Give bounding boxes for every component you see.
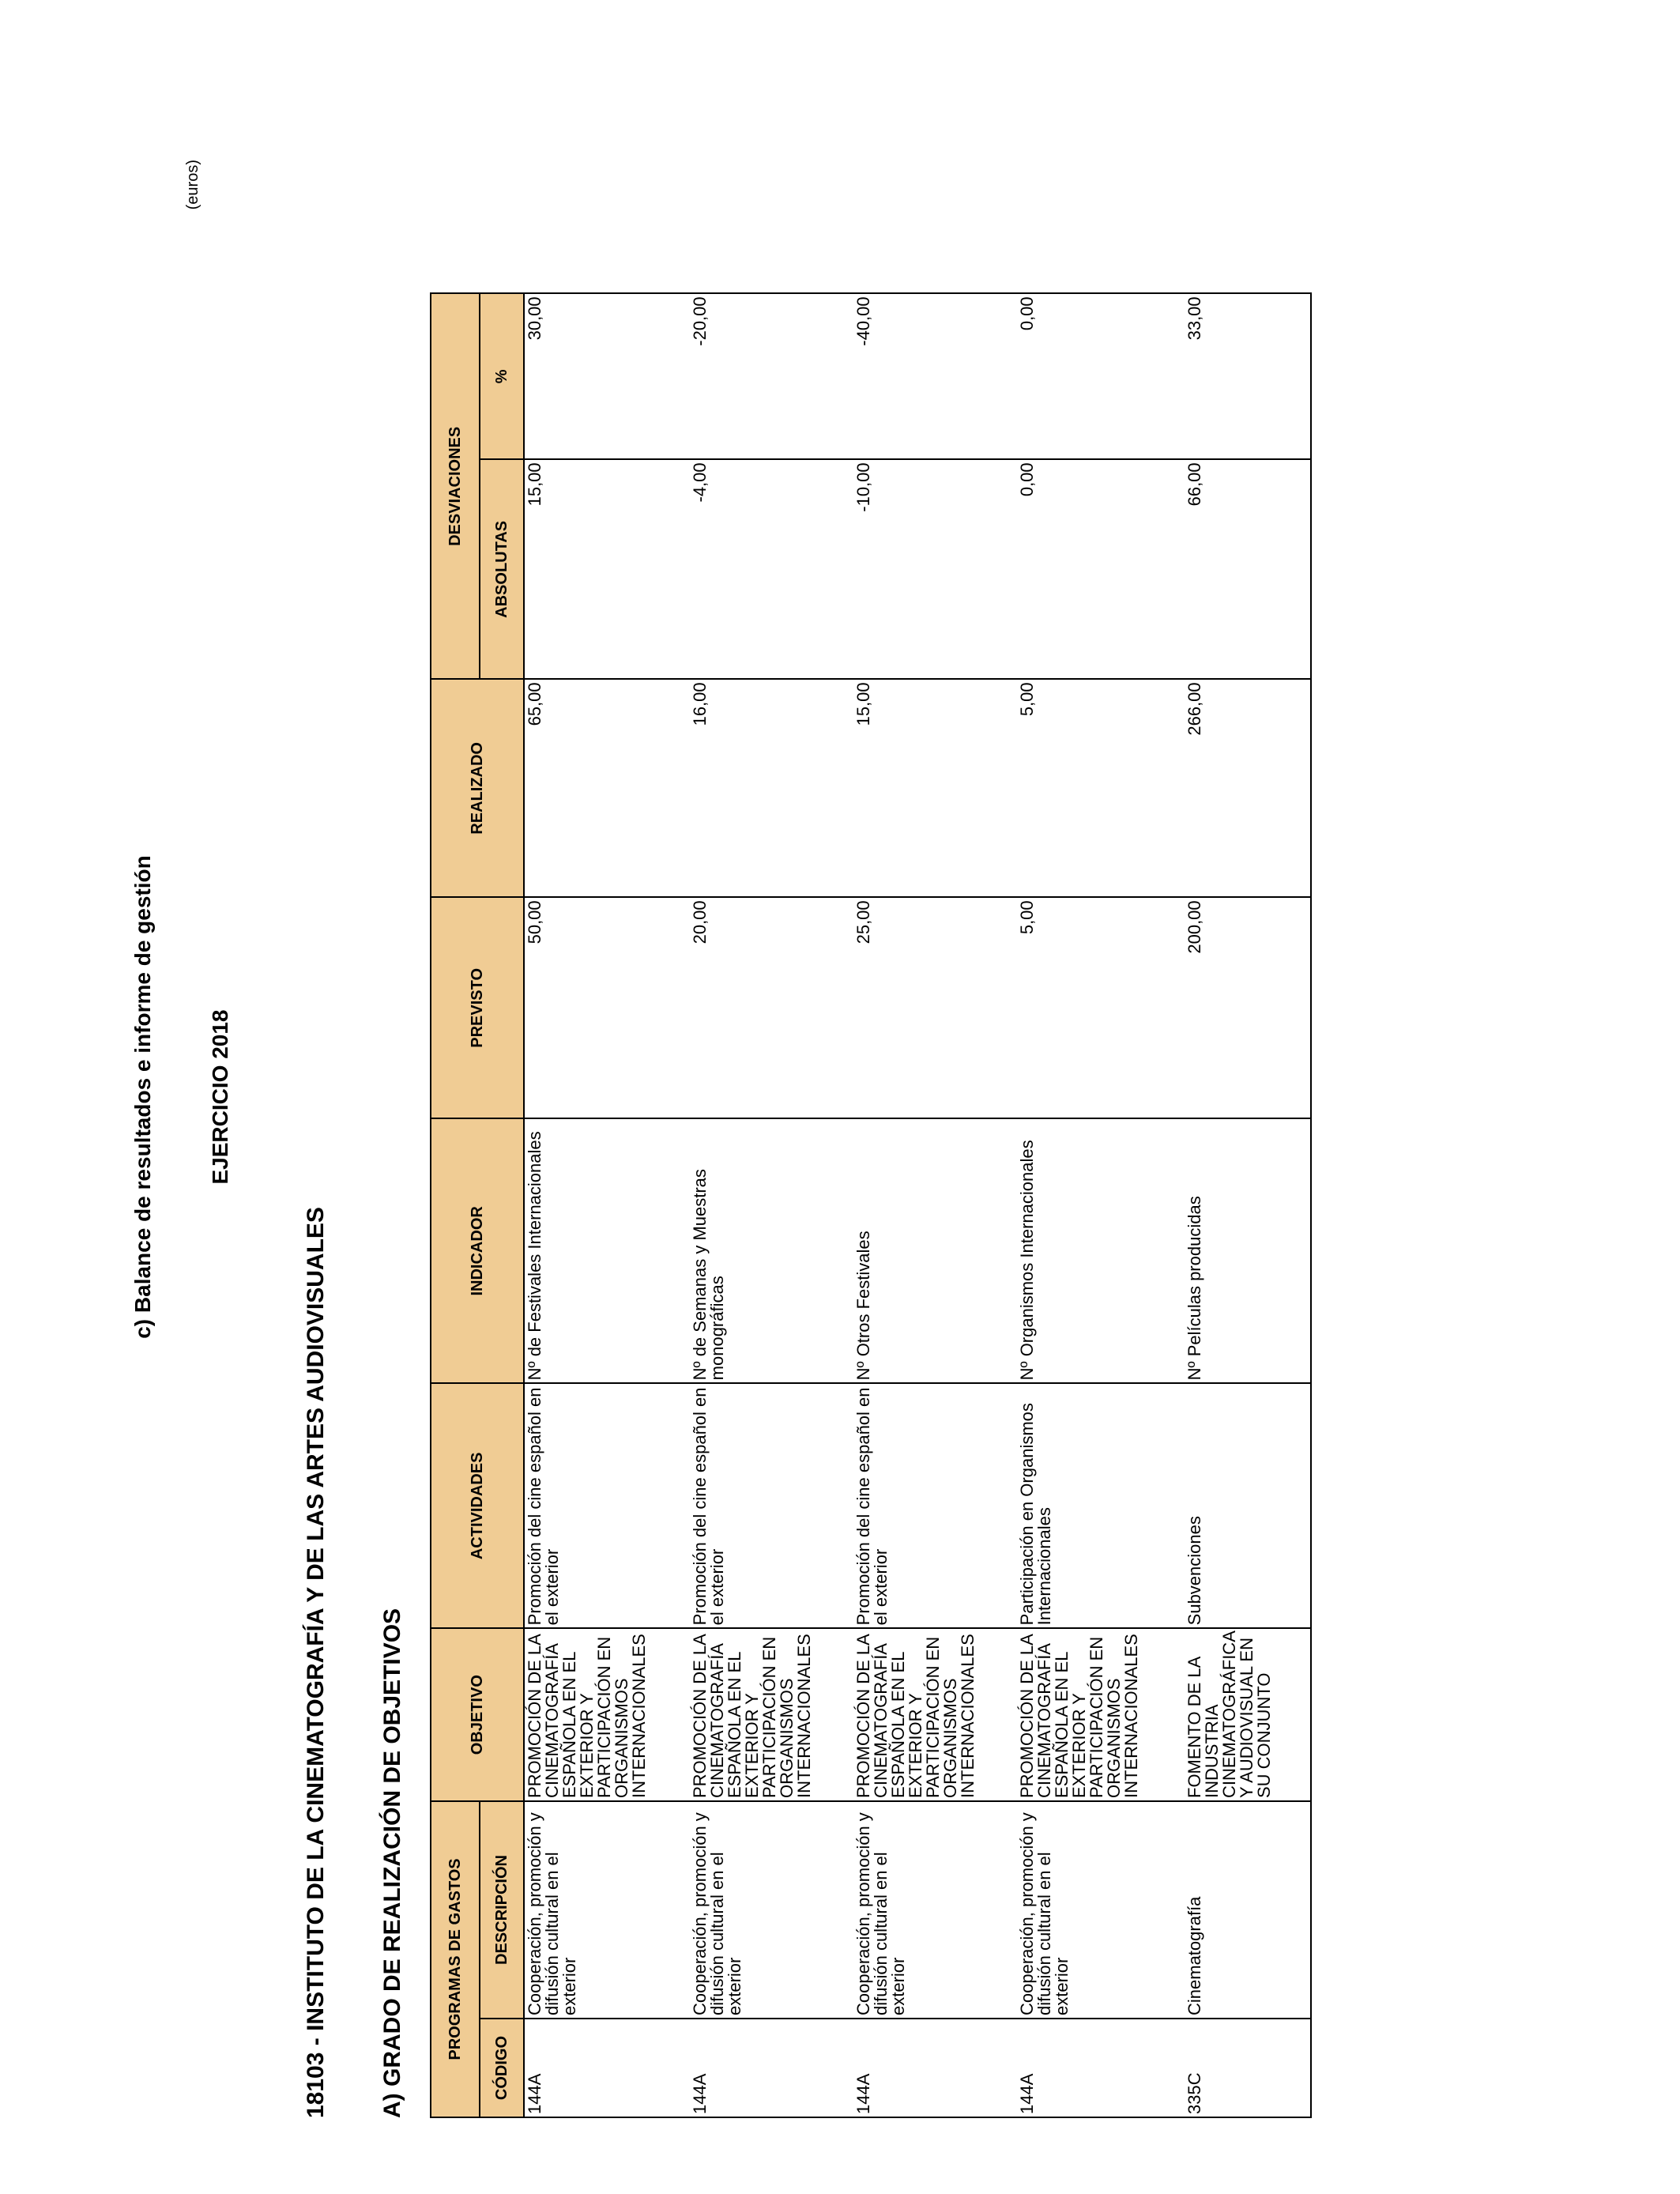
table-row	[1017, 293, 1185, 2117]
entity-title: 18103 - INSTITUTO DE LA CINEMATOGRAFÍA Y DE LAS ARTES AUDIOVISUALES	[303, 1207, 329, 2118]
cell-absolutas: 0,00	[1017, 459, 1185, 679]
section-title: A) GRADO DE REALIZACIÓN DE OBJETIVOS	[379, 1608, 405, 2118]
cell-codigo: 144A	[1017, 2019, 1185, 2117]
cell-descripcion: Cinematografía	[1185, 1801, 1311, 2019]
cell-previsto: 5,00	[1017, 897, 1185, 1118]
cell-previsto: 20,00	[690, 897, 853, 1118]
cell-realizado: 266,00	[1185, 679, 1311, 897]
currency-unit: (euros)	[184, 160, 202, 210]
header-indicador: INDICADOR	[431, 1118, 524, 1383]
cell-indicador: Nº de Semanas y Muestras monográficas	[690, 1118, 853, 1383]
header-codigo: CÓDIGO	[480, 2019, 524, 2117]
group-programas-header: PROGRAMAS DE GASTOS	[431, 1801, 480, 2117]
cell-actividades: Subvenciones	[1185, 1383, 1311, 1628]
cell-realizado: 15,00	[853, 679, 1017, 897]
table-row	[1185, 293, 1311, 2117]
cell-codigo: 144A	[524, 2019, 690, 2117]
cell-realizado: 65,00	[524, 679, 690, 897]
fiscal-year: EJERCICIO 2018	[208, 1009, 232, 1185]
header-descripcion: DESCRIPCIÓN	[480, 1801, 524, 2019]
cell-objetivo: PROMOCIÓN DE LA CINEMATOGRAFÍA ESPAÑOLA EN EL EXTERIOR Y PARTICIPACIÓN EN ORGANISMOS INTERNACIONALES	[690, 1628, 853, 1801]
header-previsto: PREVISTO	[431, 897, 524, 1118]
table-row	[524, 293, 690, 2117]
header-objetivo: OBJETIVO	[431, 1628, 524, 1801]
cell-porcentaje: -40,00	[853, 293, 1017, 459]
cell-objetivo: PROMOCIÓN DE LA CINEMATOGRAFÍA ESPAÑOLA EN EL EXTERIOR Y PARTICIPACIÓN EN ORGANISMOS INTERNACIONALES	[853, 1628, 1017, 1801]
cell-objetivo: PROMOCIÓN DE LA CINEMATOGRAFÍA ESPAÑOLA EN EL EXTERIOR Y PARTICIPACIÓN EN ORGANISMOS INTERNACIONALES	[524, 1628, 690, 1801]
cell-previsto: 25,00	[853, 897, 1017, 1118]
cell-descripcion: Cooperación, promoción y difusión cultural en el exterior	[524, 1801, 690, 2019]
cell-porcentaje: 30,00	[524, 293, 690, 459]
report-title: c) Balance de resultados e informe de gestión	[130, 855, 155, 1339]
group-desviaciones-header: DESVIACIONES	[431, 293, 480, 679]
table-row	[690, 293, 853, 2117]
cell-absolutas: -4,00	[690, 459, 853, 679]
cell-descripcion: Cooperación, promoción y difusión cultural en el exterior	[1017, 1801, 1185, 2019]
header-actividades: ACTIVIDADES	[431, 1383, 524, 1628]
cell-codigo: 144A	[853, 2019, 1017, 2117]
cell-porcentaje: 33,00	[1185, 293, 1311, 459]
cell-porcentaje: -20,00	[690, 293, 853, 459]
cell-objetivo: PROMOCIÓN DE LA CINEMATOGRAFÍA ESPAÑOLA EN EL EXTERIOR Y PARTICIPACIÓN EN ORGANISMOS INTERNACIONALES	[1017, 1628, 1185, 1801]
objectives-table	[430, 292, 1312, 2118]
cell-absolutas: 66,00	[1185, 459, 1311, 679]
cell-previsto: 200,00	[1185, 897, 1311, 1118]
table-row	[853, 293, 1017, 2117]
cell-absolutas: -10,00	[853, 459, 1017, 679]
cell-codigo: 335C	[1185, 2019, 1311, 2117]
cell-indicador: Nº Películas producidas	[1185, 1118, 1311, 1383]
cell-codigo: 144A	[690, 2019, 853, 2117]
cell-indicador: Nº Otros Festivales	[853, 1118, 1017, 1383]
cell-objetivo: FOMENTO DE LA INDUSTRIA CINEMATOGRÁFICA Y AUDIOVISUAL EN SU CONJUNTO	[1185, 1628, 1311, 1801]
cell-porcentaje: 0,00	[1017, 293, 1185, 459]
header-porcentaje: %	[480, 293, 524, 459]
cell-absolutas: 15,00	[524, 459, 690, 679]
cell-actividades: Participación en Organismos Internacionales	[1017, 1383, 1185, 1628]
cell-actividades: Promoción del cine español en el exterior	[524, 1383, 690, 1628]
header-realizado: REALIZADO	[431, 679, 524, 897]
cell-indicador: Nº Organismos Internacionales	[1017, 1118, 1185, 1383]
cell-previsto: 50,00	[524, 897, 690, 1118]
cell-realizado: 5,00	[1017, 679, 1185, 897]
cell-descripcion: Cooperación, promoción y difusión cultural en el exterior	[853, 1801, 1017, 2019]
header-absolutas: ABSOLUTAS	[480, 459, 524, 679]
cell-actividades: Promoción del cine español en el exterior	[853, 1383, 1017, 1628]
cell-descripcion: Cooperación, promoción y difusión cultural en el exterior	[690, 1801, 853, 2019]
cell-realizado: 16,00	[690, 679, 853, 897]
cell-actividades: Promoción del cine español en el exterior	[690, 1383, 853, 1628]
cell-indicador: Nº de Festivales Internacionales	[524, 1118, 690, 1383]
